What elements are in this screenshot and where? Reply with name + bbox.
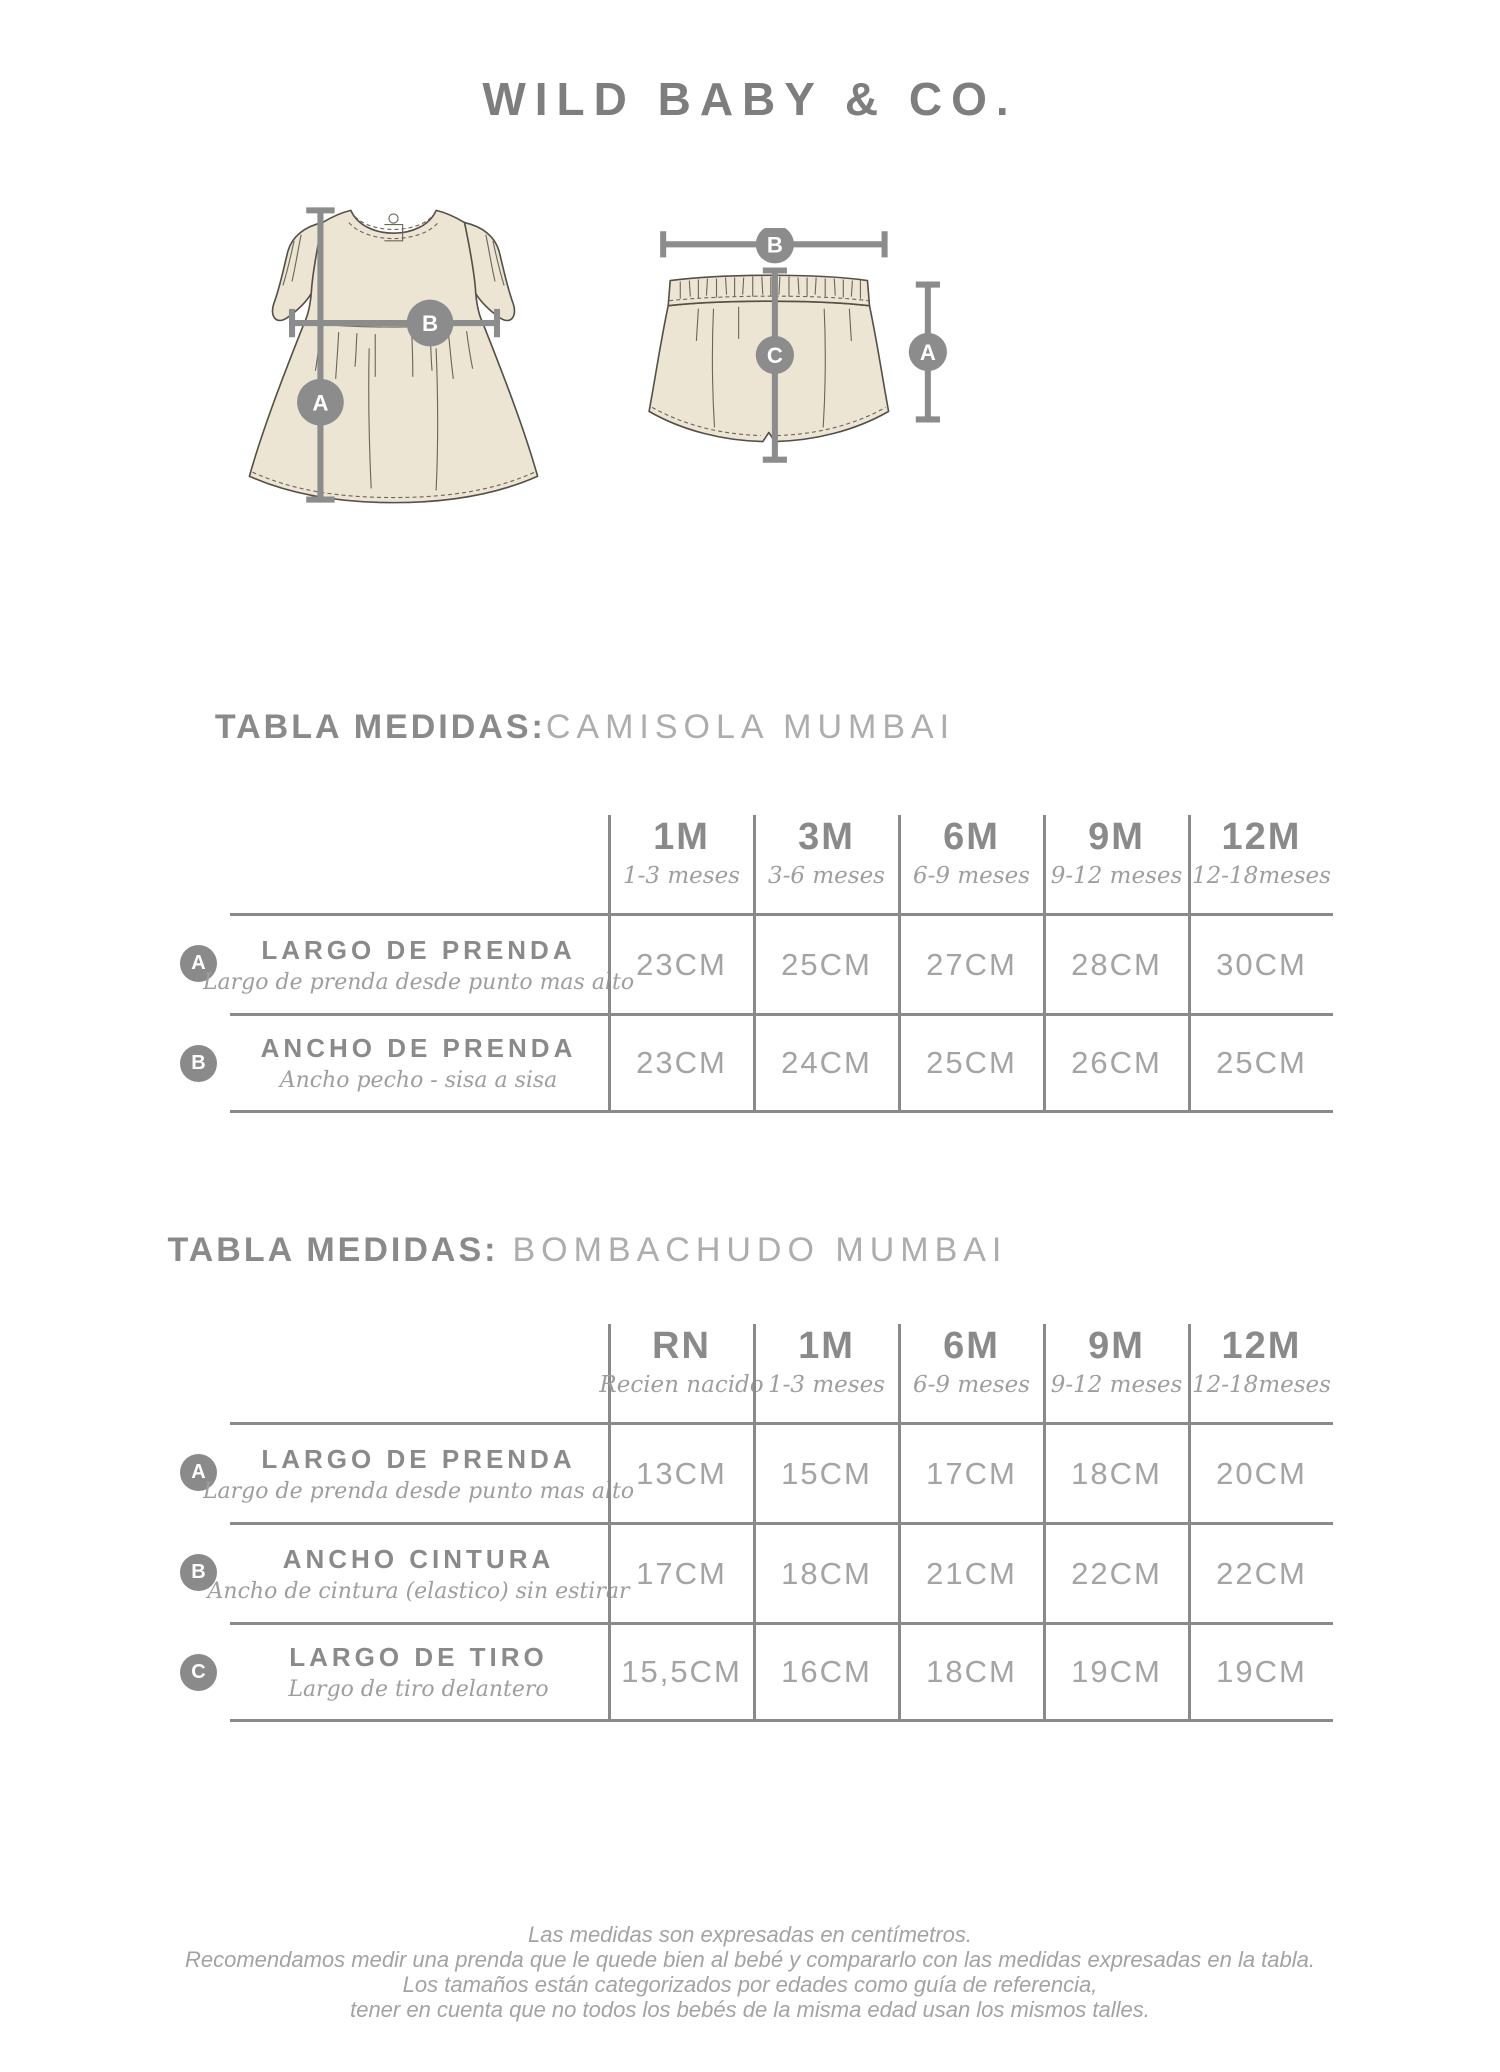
size-value-cell [1043, 913, 1188, 1013]
measure-value: 18CM [1071, 1455, 1162, 1491]
measure-value: 17CM [636, 1555, 727, 1591]
shorts-measure-b [663, 228, 884, 263]
size-column-header [1043, 815, 1188, 913]
table-title-bold: TABLA MEDIDAS: [167, 1231, 499, 1269]
measure-value: 18CM [926, 1654, 1017, 1689]
measure-value: 25CM [781, 946, 872, 982]
measure-value: 23CM [636, 1045, 727, 1080]
size-value-cell [753, 1622, 898, 1722]
size-label: 1M [798, 1325, 855, 1367]
measure-value: 23CM [636, 946, 727, 982]
table-title-light: CAMISOLA MUMBAI [545, 708, 956, 746]
measure-value: 13CM [636, 1455, 727, 1491]
measure-letter-b: B [421, 311, 438, 337]
size-label: 6M [943, 816, 1000, 858]
size-value-cell [1043, 1013, 1188, 1113]
row-badge-a: A [180, 945, 217, 982]
row-subtitle: Largo de prenda desde punto mas alto [202, 969, 635, 995]
measure-value: 25CM [926, 1045, 1017, 1080]
size-value-cell [898, 1522, 1043, 1622]
size-value-cell [753, 1013, 898, 1113]
camisole-garment [249, 210, 537, 502]
size-value-cell [608, 913, 753, 1013]
measure-row-label [230, 1622, 608, 1722]
size-column-header [753, 1324, 898, 1422]
shorts-measure-a [908, 285, 946, 420]
size-label: 9M [1088, 816, 1145, 858]
row-title: LARGO DE PRENDA [261, 1443, 576, 1474]
size-value-cell [1188, 1422, 1333, 1522]
row-title: ANCHO DE PRENDA [260, 1033, 577, 1063]
size-label: 12M [1221, 816, 1302, 858]
measure-value: 24CM [781, 1045, 872, 1080]
row-subtitle: Largo de prenda desde punto mas alto [202, 1478, 635, 1504]
age-label: 12-18meses [1192, 1371, 1331, 1398]
row-badge-c: C [180, 1654, 217, 1691]
table-title-camisole [168, 708, 1003, 747]
measure-row-label [202, 913, 635, 1013]
measure-value: 15,5CM [621, 1654, 742, 1689]
row-title: ANCHO CINTURA [282, 1543, 555, 1574]
size-value-cell [608, 1422, 753, 1522]
measure-letter-b: B [766, 232, 783, 258]
table-title-light: BOMBACHUDO MUMBAI [512, 1231, 1008, 1269]
measure-row-label [230, 1013, 608, 1113]
row-badge-cell [168, 1622, 230, 1722]
age-label: 6-9 meses [913, 1371, 1030, 1398]
size-column-header [1188, 815, 1333, 913]
row-badge-a: A [180, 1454, 217, 1491]
size-label: RN [652, 1325, 711, 1367]
row-badge-cell [168, 913, 230, 1013]
measure-letter-c: C [766, 343, 783, 369]
measure-value: 20CM [1216, 1455, 1307, 1491]
measure-letter-a: A [919, 340, 936, 366]
size-table-bombachudo [168, 1324, 1333, 1722]
size-value-cell [608, 1622, 753, 1722]
measure-value: 21CM [926, 1555, 1017, 1591]
size-value-cell [608, 1522, 753, 1622]
age-label: 3-6 meses [768, 862, 885, 889]
size-label: 12M [1221, 1325, 1302, 1367]
size-column-header [753, 815, 898, 913]
footer-line: Las medidas son expresadas en centímetros. [528, 1922, 972, 1947]
age-label: Recien nacido [599, 1371, 764, 1398]
row-title: LARGO DE PRENDA [261, 934, 576, 965]
size-column-header [1188, 1324, 1333, 1422]
measure-value: 26CM [1071, 1045, 1162, 1080]
age-label: 6-9 meses [913, 862, 1030, 889]
size-column-header [898, 815, 1043, 913]
measure-value: 17CM [926, 1455, 1017, 1491]
row-badge-cell [168, 1422, 230, 1522]
measure-value: 19CM [1216, 1654, 1307, 1689]
row-badge-cell [168, 1522, 230, 1622]
age-label: 1-3 meses [623, 862, 740, 889]
measure-value: 27CM [926, 946, 1017, 982]
age-label: 12-18meses [1192, 862, 1331, 889]
size-value-cell [1043, 1522, 1188, 1622]
footer-line: tener en cuenta que no todos los bebés de la misma edad usan los mismos talles. [350, 1997, 1150, 2022]
size-value-cell [1188, 1013, 1333, 1113]
size-value-cell [898, 1013, 1043, 1113]
footer-line: Los tamaños están categorizados por edades como guía de referencia, [402, 1972, 1098, 1997]
table-corner [230, 815, 608, 913]
brand-title: WILD BABY & CO. [482, 73, 1018, 125]
size-column-header [898, 1324, 1043, 1422]
size-table-camisole [168, 815, 1333, 1113]
age-label: 9-12 meses [1050, 1371, 1183, 1398]
row-badge-cell [168, 1013, 230, 1113]
footer-notes [0, 1922, 1500, 2022]
table-corner [230, 1324, 608, 1422]
measure-value: 15CM [781, 1455, 872, 1491]
measure-value: 19CM [1071, 1654, 1162, 1689]
size-value-cell [1188, 913, 1333, 1013]
size-value-cell [753, 913, 898, 1013]
size-value-cell [898, 913, 1043, 1013]
size-value-cell [753, 1522, 898, 1622]
size-value-cell [1188, 1522, 1333, 1622]
size-value-cell [1188, 1622, 1333, 1722]
size-value-cell [753, 1422, 898, 1522]
age-label: 9-12 meses [1050, 862, 1183, 889]
measure-value: 18CM [781, 1555, 872, 1591]
table-title-bombachudo [167, 1231, 1008, 1270]
size-label: 9M [1088, 1325, 1145, 1367]
size-value-cell [608, 1013, 753, 1113]
size-label: 6M [943, 1325, 1000, 1367]
row-subtitle: Largo de tiro delantero [288, 1677, 549, 1702]
shorts-drawing [638, 228, 950, 480]
measure-value: 22CM [1071, 1555, 1162, 1591]
measure-row-label [207, 1522, 630, 1622]
size-value-cell [898, 1422, 1043, 1522]
table-title-bold: TABLA MEDIDAS: [214, 708, 546, 746]
table-corner [168, 815, 230, 913]
footer-line: Recomendamos medir una prenda que le quede bien al bebé y compararlo con las medidas expresadas en la tabla. [184, 1947, 1316, 1972]
size-label: 3M [798, 816, 855, 858]
row-title: LARGO DE TIRO [289, 1642, 548, 1672]
row-badge-b: B [180, 1045, 217, 1082]
size-value-cell [1043, 1622, 1188, 1722]
row-subtitle: Ancho de cintura (elastico) sin estirar [207, 1578, 630, 1604]
measure-value: 16CM [781, 1654, 872, 1689]
size-value-cell [1043, 1422, 1188, 1522]
measure-row-label [202, 1422, 635, 1522]
row-subtitle: Ancho pecho - sisa a sisa [279, 1068, 558, 1093]
measure-value: 25CM [1216, 1045, 1307, 1080]
size-column-header [599, 1324, 764, 1422]
table-corner [168, 1324, 230, 1422]
measure-value: 30CM [1216, 946, 1307, 982]
camisole-drawing [221, 196, 566, 516]
measure-letter-a: A [311, 390, 329, 416]
size-column-header [1043, 1324, 1188, 1422]
size-value-cell [898, 1622, 1043, 1722]
measure-value: 22CM [1216, 1555, 1307, 1591]
measure-value: 28CM [1071, 946, 1162, 982]
garment-diagrams [168, 196, 1003, 526]
row-badge-b: B [180, 1554, 217, 1591]
age-label: 1-3 meses [768, 1371, 885, 1398]
size-label: 1M [653, 816, 710, 858]
size-column-header [608, 815, 753, 913]
